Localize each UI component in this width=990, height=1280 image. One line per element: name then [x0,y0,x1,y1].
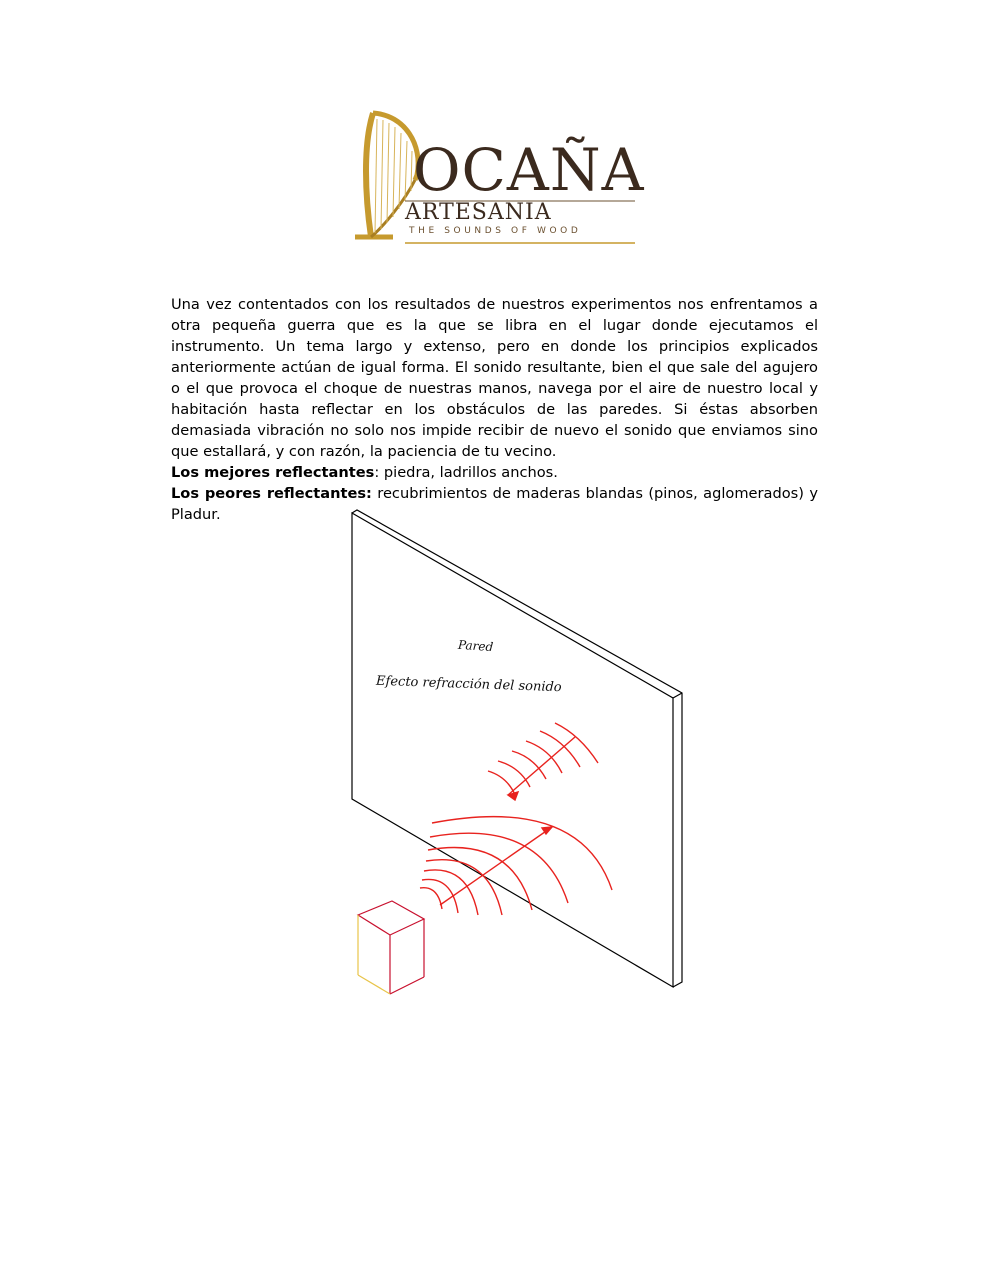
incident-waves [420,817,612,915]
best-reflectors-label: Los mejores reflectantes [171,464,375,481]
logo [345,105,645,255]
incident-wave-arc [432,817,612,890]
wall-top-edge [673,693,682,698]
intro-paragraph: Una vez contentados con los resultados de nuestros experimentos nos enfrentamos a otra pequeña guerra que es la que se libra en el lugar donde ejecutamos el instrumento. Un tema largo y extenso, pero en donde los principios explicados anteriormente actúan de igual forma. El sonido resultante, bien el que sale del agujero o el que provoca el choque de nuestras manos, navega por el aire de nuestro local y habitación hasta reflectar en los obstáculos de las paredes. Si éstas absorben demasiada vibración no solo nos impide recibir de nuevo el sonido que enviamos sino que estallará, y con razón, la paciencia de tu vecino. [171,296,818,460]
logo-subtitle: ARTESANIA [405,200,552,225]
incident-wave-arc [422,879,458,913]
incident-wave-arc [428,848,532,911]
speaker-top [358,901,424,935]
wall-label: Pared [457,637,494,655]
reflected-waves [488,723,598,800]
incident-wave-arc [426,860,502,915]
logo-tagline: THE SOUNDS OF WOOD [409,226,582,236]
reflected-wave-arc [526,741,562,773]
reflected-wave-arc [498,761,530,787]
speaker-box [358,901,424,994]
best-reflectors [171,462,818,483]
logo-title: OCAÑA [413,136,645,204]
reflected-wave-arc [512,751,546,779]
incident-wave-arc [420,888,442,909]
sound-reflection-diagram [340,505,700,1005]
worst-reflectors-text: recubrimientos de maderas blandas (pinos, aglomerados) y Pladur. [171,485,818,523]
wall-front-face [352,513,673,987]
reflected-wave-arc [555,723,598,763]
reflected-wave-arc [488,771,516,797]
effect-label: Efecto refracción del sonido [375,673,562,696]
body-text [171,294,818,525]
best-reflectors-text: : piedra, ladrillos anchos. [374,464,558,481]
incident-ray [440,827,552,905]
worst-reflectors-label: Los peores reflectantes: [171,485,372,502]
diagram-drawing [340,505,700,1005]
reflected-ray [508,737,575,795]
wall [352,510,682,987]
wall-thickness [352,510,682,987]
logo-rule-bottom [405,241,635,245]
